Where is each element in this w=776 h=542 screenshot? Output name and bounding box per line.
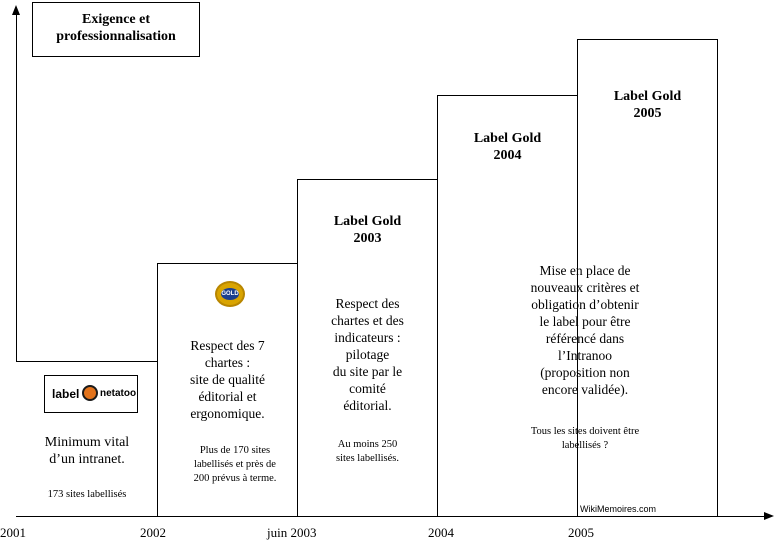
text-line: labellisés et près de: [194, 459, 276, 470]
step-2002-note: [160, 444, 310, 486]
logo-label-text: label: [52, 387, 80, 401]
step-2005-main: [510, 262, 660, 398]
step-2001-main: [18, 434, 156, 468]
logo-circle-icon: [82, 385, 98, 401]
text-line: encore validée).: [541, 382, 629, 397]
title-line-1: Exigence et: [81, 12, 151, 27]
axis-label-2002: 2002: [140, 525, 166, 540]
text-line: Minimum vital: [44, 435, 130, 450]
text-line: éditorial et: [198, 389, 257, 404]
text-line: chartes et des: [331, 313, 404, 328]
text-line: nouveaux critères et: [530, 280, 640, 295]
step-2003-title: [300, 213, 435, 247]
axis-label-2005: 2005: [568, 525, 594, 540]
text-line: Au moins 250: [337, 439, 398, 450]
text-line: Label Gold: [333, 214, 402, 229]
text-line: sites labellisés.: [336, 453, 399, 464]
text-line: Tous les sites doivent être: [530, 426, 640, 437]
x-axis-arrow: [764, 512, 774, 520]
text-line: référencé dans: [545, 331, 625, 346]
text-line: labellisés ?: [561, 440, 609, 451]
axis-label-2001: 2001: [0, 525, 26, 540]
gold-badge-icon: [215, 281, 245, 307]
text-line: Label Gold: [473, 131, 542, 146]
text-line: l’Intranoo: [558, 348, 612, 363]
text-line: d’un intranet.: [49, 452, 125, 467]
text-line: 2003: [353, 231, 382, 246]
text-line: Mise en place de: [539, 263, 631, 278]
text-line: éditorial.: [343, 398, 392, 413]
text-line: du site par le: [332, 364, 403, 379]
title-box: [32, 2, 200, 57]
text-line: obligation d’obtenir: [531, 297, 639, 312]
step-2002-main: [160, 337, 295, 422]
text-line: le label pour être: [539, 314, 631, 329]
text-line: Respect des 7: [190, 338, 265, 353]
text-line: Label Gold: [613, 89, 682, 104]
logo-brand-text: netatoo: [100, 388, 137, 399]
axis-label-juin-2003: juin 2003: [267, 525, 317, 540]
text-line: 200 prévus à terme.: [193, 473, 277, 484]
y-axis-arrow: [12, 5, 20, 15]
text-line: Respect des: [335, 296, 400, 311]
text-line: 2005: [633, 106, 662, 121]
title-line-2: professionnalisation: [56, 29, 176, 44]
step-2005-note: [505, 425, 665, 453]
gold-badge-text: GOLD: [221, 288, 239, 300]
text-line: indicateurs :: [334, 330, 401, 345]
step-2003-main: [300, 295, 435, 414]
step-2001-note: 173 sites labellisés: [47, 489, 127, 500]
text-line: comité: [349, 381, 386, 396]
text-line: site de qualité: [190, 372, 265, 387]
text-line: 2004: [493, 148, 522, 163]
text-line: chartes :: [204, 355, 251, 370]
text-line: ergonomique.: [190, 406, 265, 421]
text-line: pilotage: [345, 347, 390, 362]
text-line: (proposition non: [540, 365, 630, 380]
label-netatoo-logo: [44, 375, 138, 413]
step-2005-title: [580, 88, 715, 122]
step-2004-title: [440, 130, 575, 164]
text-line: Plus de 170 sites: [199, 445, 271, 456]
axis-label-2004: 2004: [428, 525, 454, 540]
watermark: WikiMemoires.com: [580, 504, 657, 514]
step-2003-note: [300, 438, 435, 466]
